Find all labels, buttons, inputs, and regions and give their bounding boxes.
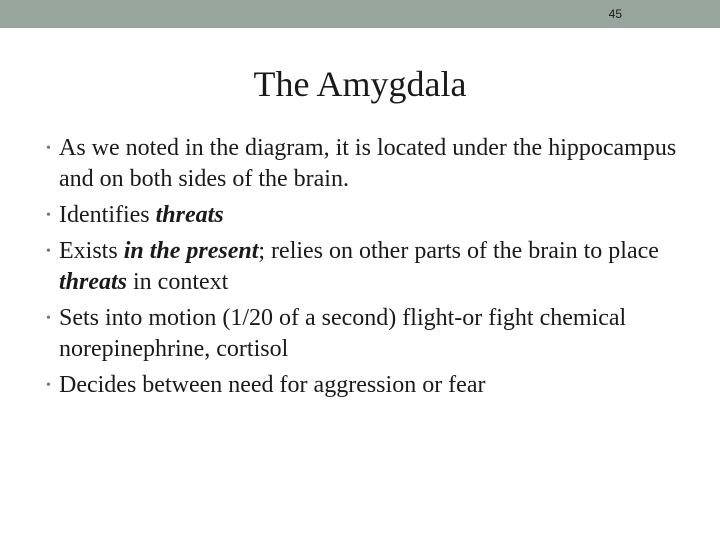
- bullet-list: [46, 133, 686, 406]
- slide-title: The Amygdala: [253, 64, 467, 104]
- bullet-item-motion: [46, 303, 686, 365]
- bullet-icon: •: [46, 208, 51, 223]
- bullet-icon: •: [46, 244, 51, 259]
- bullet-text: in context: [127, 269, 229, 295]
- bullet-item-present: [46, 236, 686, 298]
- bullet-text: Sets into motion (1/20 of a second) flight-or fight chemical norepinephrine, cortisol: [59, 305, 627, 362]
- bullet-icon: •: [46, 311, 51, 326]
- bullet-icon: •: [46, 141, 51, 156]
- bullet-text: Identifies: [59, 202, 156, 228]
- emphasis-text: in the present: [123, 238, 259, 264]
- page-number: 45: [608, 7, 622, 21]
- emphasis-text: threats: [155, 202, 224, 228]
- bullet-text: ; relies on other parts of the brain to place: [258, 238, 659, 264]
- bullet-text: Decides between need for aggression or fear: [59, 372, 486, 398]
- bullet-text: As we noted in the diagram, it is located under the hippocampus and on both sides of the brain.: [59, 135, 677, 192]
- bullet-item-threats: [46, 200, 686, 231]
- bullet-text: Exists: [59, 238, 124, 264]
- bullet-item-location: [46, 133, 686, 195]
- bullet-icon: •: [46, 378, 51, 393]
- emphasis-text: threats: [59, 269, 128, 295]
- top-bar: [0, 0, 720, 28]
- bullet-item-decides: [46, 370, 686, 401]
